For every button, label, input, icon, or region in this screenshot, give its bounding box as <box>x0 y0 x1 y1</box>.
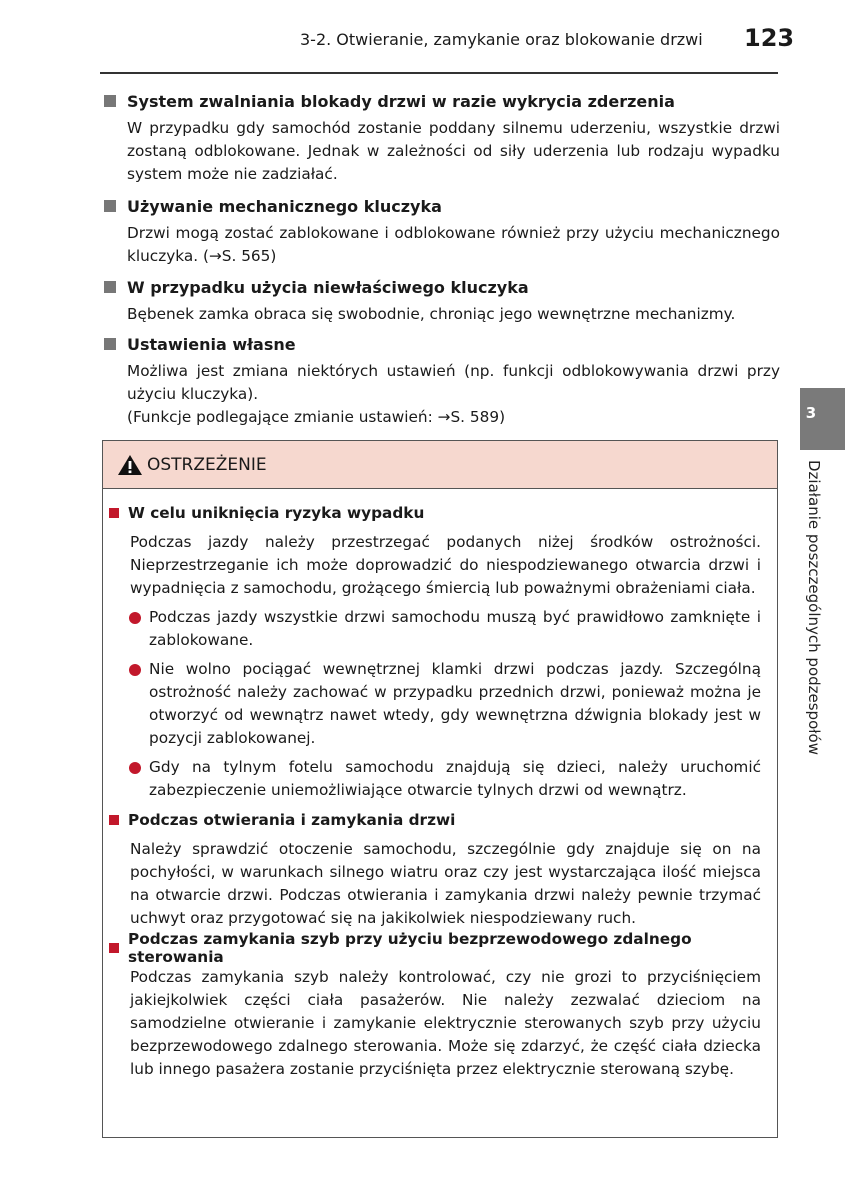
warning-item-body: Podczas jazdy należy przestrzegać podanych niżej środków ostrożności. Nieprzestrzeganie ich może doprowadzić do niespodziewanego otwarcia drzwi i wypadnięcia z samochodu, grożącego śmiercią lub poważnymi obrażeniami ciała. <box>130 533 761 597</box>
section-title: Ustawienia własne <box>127 334 296 354</box>
red-dot-bullet-icon <box>129 762 141 774</box>
section-title: System zwalniania blokady drzwi w razie wykrycia zderzenia <box>127 91 675 111</box>
red-square-bullet-icon <box>109 943 119 953</box>
section-wrong-key <box>104 275 780 326</box>
chapter-title: 3-2. Otwieranie, zamykanie oraz blokowanie drzwi <box>300 30 703 49</box>
chapter-tab-number: 3 <box>805 404 817 422</box>
chapter-tab[interactable] <box>800 388 845 450</box>
warning-item-body: Należy sprawdzić otoczenie samochodu, szczególnie gdy znajduje się on na pochyłości, w warunkach silnego wiatru oraz czy jest wystarczająca ilość miejsca na otwarcie drzwi. Podczas otwierania i zamykania drzwi należy pewnie trzymać uchwyt oraz przygotować się na jakikolwiek niespodziewany ruch. <box>130 840 761 927</box>
square-bullet-icon <box>104 281 116 293</box>
warning-box <box>102 440 778 1138</box>
red-square-bullet-icon <box>109 508 119 518</box>
header-divider <box>100 72 778 74</box>
section-body: Drzwi mogą zostać zablokowane i odblokowane również przy użyciu mechanicznego kluczyka. (→S. 565) <box>127 224 780 265</box>
red-square-bullet-icon <box>109 815 119 825</box>
section-custom-settings <box>104 332 780 429</box>
section-body: Bębenek zamka obraca się swobodnie, chroniąc jego wewnętrzne mechanizmy. <box>127 305 736 323</box>
red-dot-bullet-icon <box>129 612 141 624</box>
chapter-side-label: Działanie poszczególnych podzespołów <box>805 460 823 755</box>
red-dot-bullet-icon <box>129 664 141 676</box>
square-bullet-icon <box>104 200 116 212</box>
warning-header <box>103 441 777 489</box>
square-bullet-icon <box>104 95 116 107</box>
list-item: Gdy na tylnym fotelu samochodu znajdują się dzieci, należy uruchomić zabezpieczenie uniemożliwiające otwarcie tylnych drzwi od wewnątrz. <box>129 756 761 802</box>
warning-title: OSTRZEŻENIE <box>147 454 267 475</box>
section-body: W przypadku gdy samochód zostanie poddany silnemu uderzeniu, wszystkie drzwi zostaną odblokowane. Jednak w zależności od siły uderzenia lub rodzaju wypadku system może nie zadziałać. <box>127 119 780 183</box>
square-bullet-icon <box>104 338 116 350</box>
list-item: Nie wolno pociągać wewnętrznej klamki drzwi podczas jazdy. Szczególną ostrożność należy zachować w przypadku przednich drzwi, ponieważ można je otworzyć od wewnątrz nawet wtedy, gdy wewnętrzna dźwignia blokady jest w pozycji zablokowanej. <box>129 658 761 750</box>
warning-item-body: Podczas zamykania szyb należy kontrolować, czy nie grozi to przyciśnięciem jakiejkolwiek części ciała pasażerów. Nie należy zezwalać dzieciom na samodzielne otwieranie i zamykanie elektrycznie sterowanych szyb przy użyciu bezprzewodowego zdalnego sterowania. Może się zdarzyć, że część ciała dziecka lub innego pasażera zostanie przyciśnięta przez elektrycznie sterowaną szybę. <box>130 968 761 1078</box>
warning-item-title: W celu uniknięcia ryzyka wypadku <box>109 501 761 525</box>
section-mechanical-key <box>104 194 780 268</box>
warning-content <box>109 497 761 1087</box>
section-body-reference: (Funkcje podlegające zmianie ustawień: →S. 589) <box>127 408 506 426</box>
section-body: Możliwa jest zmiana niektórych ustawień (np. funkcji odblokowywania drzwi przy użyciu kluczyka). <box>127 362 780 403</box>
page-number: 123 <box>744 24 795 52</box>
list-item: Podczas jazdy wszystkie drzwi samochodu muszą być prawidłowo zamknięte i zablokowane. <box>129 606 761 652</box>
section-collision-unlock <box>104 89 780 186</box>
warning-item-title: Podczas otwierania i zamykania drzwi <box>109 808 761 832</box>
warning-triangle-icon <box>117 454 143 476</box>
warning-item-title: Podczas zamykania szyb przy użyciu bezprzewodowego zdalnego sterowania <box>109 936 761 960</box>
section-title: W przypadku użycia niewłaściwego kluczyka <box>127 277 529 297</box>
section-title: Używanie mechanicznego kluczyka <box>127 196 442 216</box>
